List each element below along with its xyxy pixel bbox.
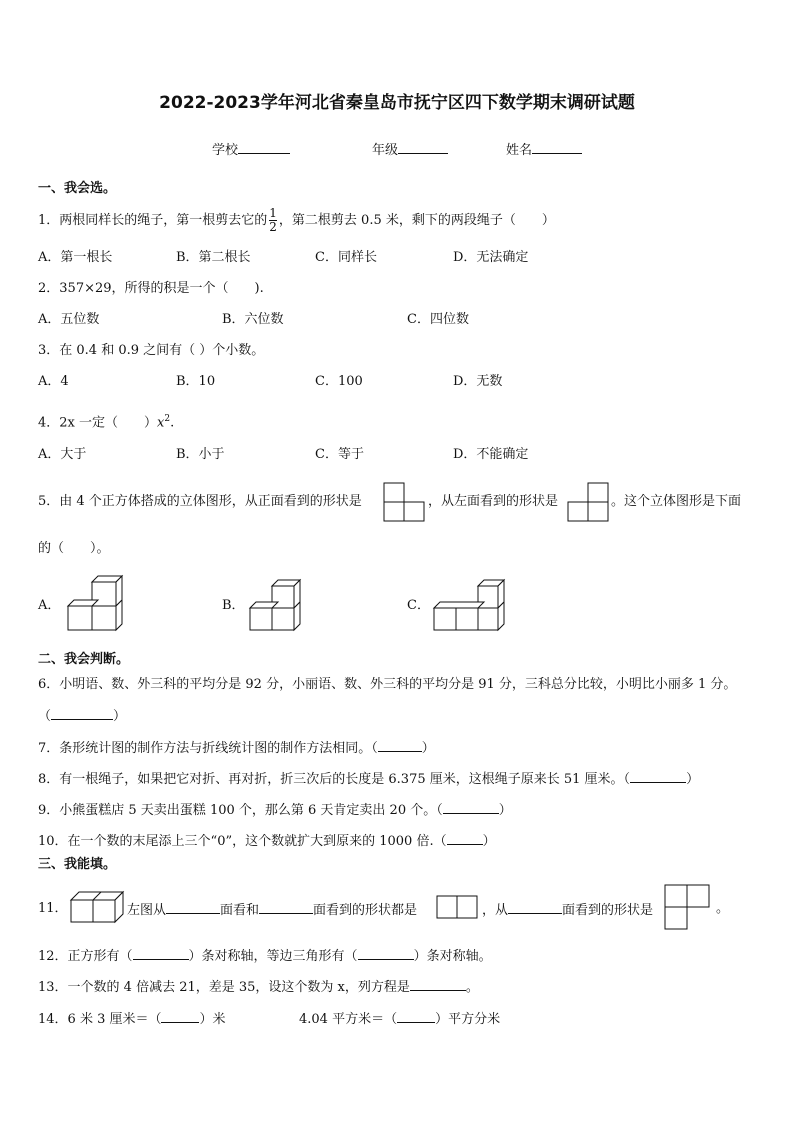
q7-text: 7．条形统计图的制作方法与折线统计图的制作方法相同。（ [38, 741, 378, 756]
q1-text-post: ，第二根剪去 0.5 米，剩下的两段绳子（ ） [278, 213, 555, 228]
q2-option-b[interactable]: B．六位数 [222, 312, 284, 327]
q12-blank-1[interactable] [133, 947, 189, 960]
question-12 [38, 947, 492, 965]
q13-text-b: 。 [465, 980, 479, 995]
school-blank[interactable] [238, 141, 290, 154]
page-title: 2022-2023学年河北省秦皇岛市抚宁区四下数学期末调研试题 [159, 93, 635, 113]
q8-blank[interactable] [630, 770, 686, 783]
q4-text-pre: 4．2x 一定（ ） [38, 415, 158, 431]
grade-blank[interactable] [398, 141, 448, 154]
grade-label: 年级 [372, 143, 399, 158]
q11-text-f: 。 [716, 901, 730, 916]
q10-paren-close: ） [482, 834, 496, 849]
q14-text-d: ）平方分米 [435, 1012, 501, 1027]
name-field[interactable] [506, 141, 582, 159]
q9-blank[interactable] [443, 801, 499, 814]
q5-text-line2: 的（ ）。 [38, 541, 110, 556]
q11-blank-2[interactable] [259, 901, 313, 914]
q1-option-b[interactable]: B．第二根长 [176, 250, 251, 265]
school-field[interactable] [212, 141, 290, 159]
q1-option-c[interactable]: C．同样长 [315, 250, 377, 265]
q11-blank-3[interactable] [508, 901, 562, 914]
q4-exponent: 2 [164, 414, 171, 424]
q12-text-a: 12．正方形有（ [38, 949, 133, 964]
q5-option-c[interactable]: C． [407, 598, 430, 613]
q3-option-b[interactable]: B．10 [176, 374, 216, 389]
section-heading-3: 三、我能填。 [38, 857, 117, 872]
q11-blank-1[interactable] [166, 901, 220, 914]
q3-option-c[interactable]: C．100 [315, 374, 363, 389]
q5-option-b[interactable]: B． [222, 598, 245, 613]
q5-option-a[interactable]: A． [38, 598, 61, 613]
grade-field[interactable] [372, 141, 448, 159]
q6-blank[interactable] [51, 707, 113, 720]
q6-paren-open: （ [38, 709, 52, 724]
question-9 [38, 801, 512, 819]
q5-option-a-figure[interactable] [62, 574, 124, 636]
q5-left-view-figure [567, 482, 611, 522]
q8-paren-close: ） [686, 772, 700, 787]
q11-l-shape-figure [664, 884, 712, 932]
question-1 [38, 203, 555, 239]
q4-option-d[interactable]: D．不能确定 [453, 447, 529, 462]
q11-number: 11． [38, 901, 68, 916]
section-heading-1: 一、我会选。 [38, 181, 117, 196]
q6-answer-blank[interactable] [38, 707, 126, 725]
q5-option-b-figure[interactable] [246, 578, 302, 634]
q11-text-c: 面看到的形状都是 [313, 903, 418, 918]
q2-option-c[interactable]: C．四位数 [407, 312, 469, 327]
q4-text-post: . [170, 415, 175, 431]
q1-option-a[interactable]: A．第一根长 [38, 250, 113, 265]
q11-two-square-figure [436, 894, 480, 920]
q11-text-b: 面看和 [220, 903, 260, 918]
q10-text: 10．在一个数的末尾添上三个“0”，这个数就扩大到原来的 1000 倍.（ [38, 834, 447, 849]
q1-fraction-numerator: 1 [269, 206, 277, 220]
q12-text-c: ）条对称轴。 [413, 949, 492, 964]
q5-front-view-figure [383, 482, 427, 522]
q3-option-d[interactable]: D．无数 [453, 374, 503, 389]
question-10 [38, 832, 496, 850]
q7-paren-close: ） [421, 741, 435, 756]
q4-option-c[interactable]: C．等于 [315, 447, 364, 462]
name-blank[interactable] [532, 141, 582, 154]
q11-text-d: ，从 [482, 903, 509, 918]
question-2: 2．357×29，所得的积是一个（ ). [38, 281, 264, 296]
q4-option-b[interactable]: B．小于 [176, 447, 225, 462]
question-11-line-2 [482, 901, 653, 919]
q11-cube-figure [69, 890, 125, 924]
q10-blank[interactable] [447, 832, 483, 845]
q5-option-c-figure[interactable] [432, 578, 506, 634]
q1-option-d[interactable]: D．无法确定 [453, 250, 529, 265]
school-label: 学校 [212, 143, 239, 158]
question-13 [38, 978, 479, 996]
q14-blank-2[interactable] [397, 1010, 435, 1023]
q5-text-pre: 5．由 4 个正方体搭成的立体图形，从正面看到的形状是 [38, 494, 362, 509]
q9-text: 9．小熊蛋糕店 5 天卖出蛋糕 100 个，那么第 6 天肯定卖出 20 个。（ [38, 803, 443, 818]
q14-text-c: 4.04 平方米＝（ [299, 1012, 398, 1027]
q9-paren-close: ） [498, 803, 512, 818]
section-heading-2: 二、我会判断。 [38, 652, 130, 667]
q14-text-a: 14．6 米 3 厘米＝（ [38, 1012, 162, 1027]
q14-text-b: ）米 [199, 1012, 226, 1027]
q5-text-post: 。这个立体图形是下面 [611, 494, 742, 509]
q14-blank-1[interactable] [161, 1010, 199, 1023]
q5-text-mid: ，从左面看到的形状是 [428, 494, 559, 509]
q4-option-a[interactable]: A．大于 [38, 447, 87, 462]
q3-option-a[interactable]: A．4 [38, 374, 69, 389]
name-label: 姓名 [506, 143, 533, 158]
question-11-line [127, 901, 417, 919]
q13-text-a: 13．一个数的 4 倍减去 21，差是 35，设这个数为 x，列方程是 [38, 980, 410, 995]
question-8 [38, 770, 699, 788]
q7-blank[interactable] [378, 739, 422, 752]
q11-text-a: 左图从 [127, 903, 167, 918]
q1-fraction-denominator: 2 [269, 220, 277, 234]
q11-text-e: 面看到的形状是 [562, 903, 654, 918]
question-4 [38, 411, 174, 431]
q13-blank[interactable] [410, 978, 466, 991]
q6-paren-close: ） [113, 709, 127, 724]
q2-option-a[interactable]: A．五位数 [38, 312, 100, 327]
question-14-part-1 [38, 1010, 226, 1028]
question-7 [38, 739, 435, 757]
q1-text-pre: 1．两根同样长的绳子，第一根剪去它的 [38, 213, 268, 228]
question-6: 6．小明语、数、外三科的平均分是 92 分，小丽语、数、外三科的平均分是 91 分，三科总分比较，小明比小丽多 1 分。 [38, 677, 737, 692]
q12-text-b: ）条对称轴，等边三角形有（ [188, 949, 358, 964]
q8-text: 8．有一根绳子，如果把它对折、再对折，折三次后的长度是 6.375 厘米，这根绳子原来长 51 厘米。（ [38, 772, 631, 787]
q4-variable: x [157, 415, 165, 431]
question-14-part-2 [299, 1010, 500, 1028]
question-3: 3．在 0.4 和 0.9 之间有（ ）个小数。 [38, 343, 265, 358]
q12-blank-2[interactable] [358, 947, 414, 960]
q1-fraction [269, 207, 277, 234]
